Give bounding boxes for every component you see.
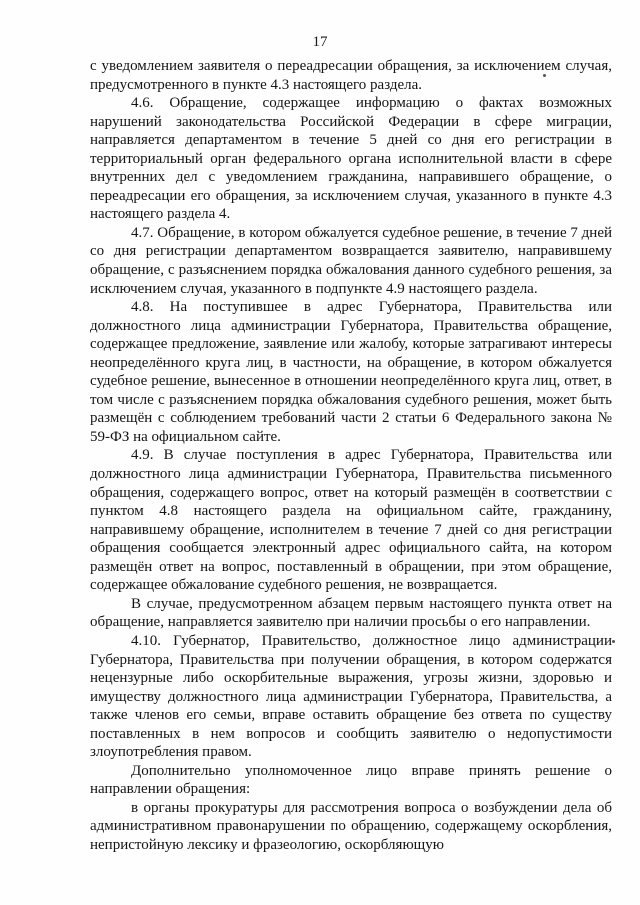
paragraph-4-9: 4.9. В случае поступления в адрес Губернатора, Правительства или должностного лица администрации Губернатора, Правительства письменного обращения, содержащего вопрос, ответ на который размещён в соответствии с пунктом 4.8 настоящего раздела на официальном сайте, гражданину, направившему обращение, исполнителем в течение 7 дней со дня регистрации обращения сообщается электронный адрес официального сайта, на котором размещён ответ на вопрос, поставленный в обращении, при этом обращение, содержащее обжалование судебного решения, не возвращается.: [90, 447, 612, 594]
scan-speck: [612, 640, 615, 643]
paragraph-4-7: 4.7. Обращение, в котором обжалуется судебное решение, в течение 7 дней со дня регистрации департаментом возвращается заявителю, направившему обращение, с разъяснением порядка обжалования данного судебного решения, за исключением случая, указанного в подпункте 4.9 настоящего раздела.: [90, 224, 612, 297]
paragraph-4-8: 4.8. На поступившее в адрес Губернатора, Правительства или должностного лица администрации Губернатора, Правительства обращение, содержащее предложение, заявление или жалобу, которые затрагивают интересы неопределённого круга лиц, в частности, на обращение, в котором обжалуется судебное решение, вынесенное в отношении неопределённого круга лиц, ответ, в том числе с разъяснением порядка обжалования судебного решения, может быть размещён с соблюдением требований части 2 статьи 6 Федерального закона № 59-ФЗ на официальном сайте.: [90, 299, 612, 445]
page-number: 17: [312, 34, 328, 50]
scan-speck: [543, 74, 546, 77]
document-body: [90, 57, 612, 855]
paragraph-4-9-second: В случае, предусмотренном абзацем первым настоящего пункта ответ на обращение, направляется заявителю при наличии просьбы о его направлении.: [90, 595, 612, 631]
paragraph-continuation: с уведомлением заявителя о переадресации обращения, за исключением случая, предусмотренного в пункте 4.3 настоящего раздела.: [90, 58, 612, 93]
paragraph-additional: Дополнительно уполномоченное лицо вправе принять решение о направлении обращения:: [90, 762, 612, 798]
paragraph-4-6: 4.6. Обращение, содержащее информацию о фактах возможных нарушений законодательства Российской Федерации в сфере миграции, направляется департаментом в течение 5 дней со дня его регистрации в территориальный орган федерального органа исполнительной власти в сфере внутренних дел с уведомлением гражданина, направившего обращение, о переадресации его обращения, за исключением случая, указанного в пункте 4.3 настоящего раздела 4.: [90, 95, 612, 223]
paragraph-prosecutor: в органы прокуратуры для рассмотрения вопроса о возбуждении дела об административном правонарушении по обращению, содержащему оскорбления, непристойную лексику и фразеологию, оскорбляющую: [90, 799, 612, 853]
paragraph-4-10: 4.10. Губернатор, Правительство, должностное лицо администрации Губернатора, Правительства при получении обращения, в котором содержатся нецензурные либо оскорбительные выражения, угрозы жизни, здоровью и имуществу должностного лица администрации Губернатора, Правительства, а также членов его семьи, вправе оставить обращение без ответа по существу поставленных в нем вопросов и сообщить заявителю о недопустимости злоупотребления правом.: [90, 632, 612, 761]
